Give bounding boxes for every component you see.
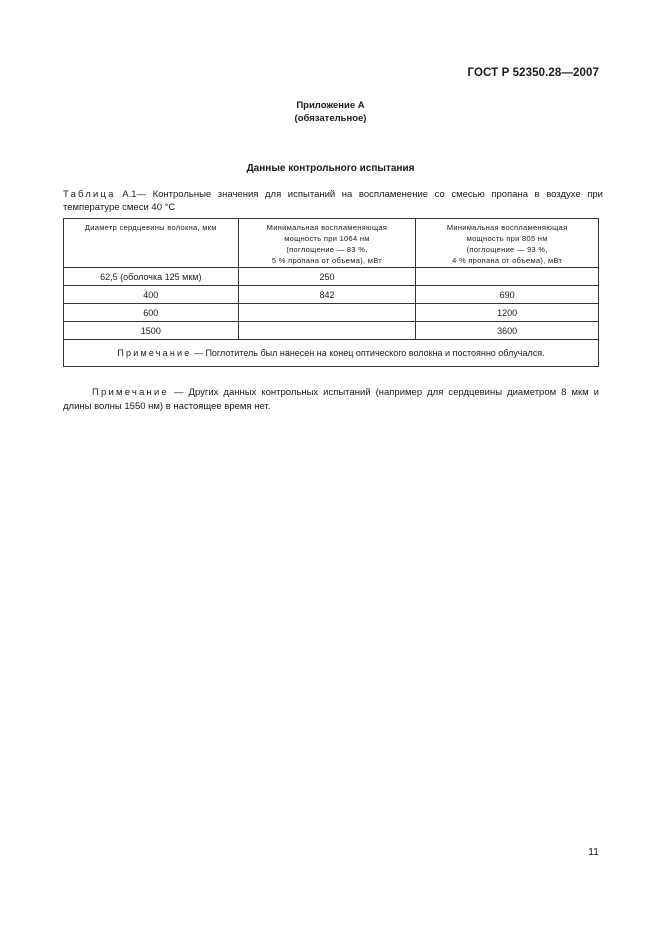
data-table [63, 218, 599, 367]
document-code: ГОСТ Р 52350.28—2007 [467, 67, 599, 79]
page-number: 11 [588, 846, 599, 858]
table-cell: 690 [416, 286, 599, 304]
appendix-heading [0, 99, 661, 125]
appendix-title: Приложение А [296, 100, 365, 111]
table-cell: 400 [64, 286, 239, 304]
bottom-note [63, 386, 599, 413]
table-note-text: — Поглотитель был нанесен на конец оптического волокна и постоянно облучался. [191, 348, 545, 358]
table-note-prefix: Примечание [117, 348, 192, 358]
table-cell [238, 304, 416, 322]
table-row [64, 322, 599, 340]
header-core-diameter: Диаметр сердцевины волокна, мкм [64, 219, 239, 268]
header-power-805: Минимальная воспламеняющая мощность при 805 нм (поглощение — 93 %, 4 % пропана от объема), мВт [416, 219, 599, 268]
table-note [64, 340, 599, 367]
table-cell: 1500 [64, 322, 239, 340]
table-row [64, 286, 599, 304]
table-cell: 600 [64, 304, 239, 322]
table-caption [63, 188, 603, 214]
table-cell: 250 [238, 268, 416, 286]
table-row [64, 304, 599, 322]
header-power-1064: Минимальная воспламеняющая мощность при 1064 нм (поглощение — 83 %, 5 % пропана от объема), мВт [238, 219, 416, 268]
table-cell: 1200 [416, 304, 599, 322]
appendix-status: (обязательное) [294, 113, 367, 124]
table-note-row [64, 340, 599, 367]
table-cell [238, 322, 416, 340]
table-cell: 842 [238, 286, 416, 304]
section-title: Данные контрольного испытания [246, 163, 415, 174]
table-row [64, 268, 599, 286]
table-cell: 62,5 (оболочка 125 мкм) [64, 268, 239, 286]
bottom-note-text: — Других данных контрольных испытаний (например для сердцевины диаметром 8 мкм и длины волны 1550 нм) в настоящее время нет. [63, 387, 599, 412]
bottom-note-prefix: Примечание [92, 387, 169, 398]
table-cell [416, 268, 599, 286]
table-caption-prefix: Таблица [63, 189, 116, 200]
table-cell: 3600 [416, 322, 599, 340]
table-header-row [64, 219, 599, 268]
table-caption-text: А.1— Контрольные значения для испытаний на воспламенение со смесью пропана в воздухе при температуре смеси 40 °С [63, 189, 603, 213]
